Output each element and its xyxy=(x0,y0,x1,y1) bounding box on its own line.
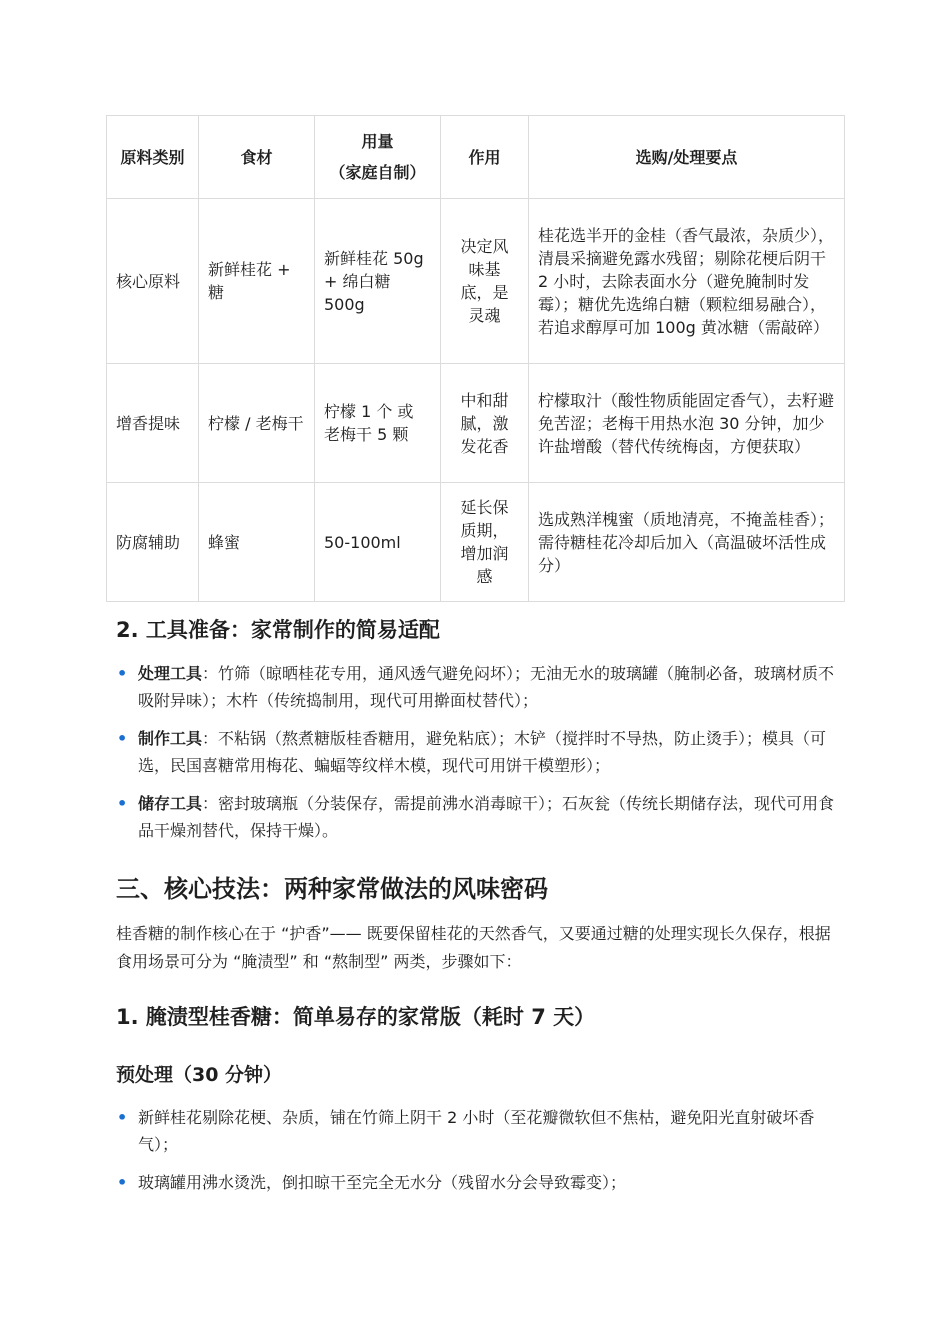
bullet-icon: • xyxy=(117,664,128,683)
header-amount-line1: 用量 xyxy=(361,132,394,151)
item-separator: ： xyxy=(202,729,219,748)
cell-role: 决定风味基底，是灵魂 xyxy=(441,199,529,364)
item-text: 玻璃罐用沸水烫洗，倒扣晾干至完全无水分（残留水分会导致霉变）； xyxy=(138,1173,627,1192)
list-item xyxy=(116,1104,840,1158)
cell-category: 核心原料 xyxy=(107,199,199,364)
method1-heading: 1. 腌渍型桂香糖：简单易存的家常版（耗时 7 天） xyxy=(116,1005,596,1029)
bullet-icon: • xyxy=(117,1108,128,1127)
item-label: 制作工具 xyxy=(138,729,203,748)
bullet-icon: • xyxy=(117,1173,128,1192)
item-label: 储存工具 xyxy=(138,794,203,813)
cell-tips: 选成熟洋槐蜜（质地清亮，不掩盖桂香）；需待糖桂花冷却后加入（高温破坏活性成分） xyxy=(529,483,845,602)
cell-amount: 50-100ml xyxy=(315,483,441,602)
ingredients-table xyxy=(106,115,845,602)
list-item xyxy=(116,1169,840,1196)
table-row xyxy=(107,364,845,483)
tools-heading: 2. 工具准备：家常制作的简易适配 xyxy=(116,618,440,642)
item-text: 不粘锅（熬煮糖版桂香糖用，避免粘底）；木铲（搅拌时不导热，防止烫手）；模具（可选，民国喜糖常用梅花、蝙蝠等纹样木模，现代可用饼干模塑形）； xyxy=(138,729,827,775)
technique-intro: 桂香糖的制作核心在于 “护香”—— 既要保留桂花的天然香气，又要通过糖的处理实现长久保存，根据食用场景可分为 “腌渍型” 和 “熬制型” 两类，步骤如下： xyxy=(116,924,831,971)
list-item xyxy=(116,790,840,844)
item-text: 密封玻璃瓶（分装保存，需提前沸水消毒晾干）；石灰瓮（传统长期储存法，现代可用食品干燥剂替代，保持干燥）。 xyxy=(138,794,835,840)
bullet-icon: • xyxy=(117,729,128,748)
header-amount xyxy=(315,116,441,199)
list-item xyxy=(116,660,840,714)
table-row xyxy=(107,199,845,364)
header-category: 原料类别 xyxy=(107,116,199,199)
item-text: 新鲜桂花剔除花梗、杂质，铺在竹筛上阴干 2 小时（至花瓣微软但不焦枯，避免阳光直射破坏香气）； xyxy=(138,1108,815,1154)
header-tips: 选购/处理要点 xyxy=(529,116,845,199)
header-role: 作用 xyxy=(441,116,529,199)
bullet-icon: • xyxy=(117,794,128,813)
cell-role: 中和甜腻，激发花香 xyxy=(441,364,529,483)
cell-category: 防腐辅助 xyxy=(107,483,199,602)
cell-amount: 柠檬 1 个 或 老梅干 5 颗 xyxy=(315,364,441,483)
cell-category: 增香提味 xyxy=(107,364,199,483)
item-label: 处理工具 xyxy=(138,664,203,683)
list-item xyxy=(116,725,840,779)
header-ingredient: 食材 xyxy=(199,116,315,199)
cell-ingredient: 柠檬 / 老梅干 xyxy=(199,364,315,483)
item-separator: ： xyxy=(202,794,219,813)
prep-heading: 预处理（30 分钟） xyxy=(116,1064,283,1086)
cell-ingredient: 蜂蜜 xyxy=(199,483,315,602)
cell-amount: 新鲜桂花 50g + 绵白糖 500g xyxy=(315,199,441,364)
item-separator: ： xyxy=(202,664,219,683)
table-header-row xyxy=(107,116,845,199)
tools-list xyxy=(116,660,840,855)
item-text: 竹筛（晾晒桂花专用，通风透气避免闷坏）；无油无水的玻璃罐（腌制必备，玻璃材质不吸附异味）；木杵（传统捣制用，现代可用擀面杖替代）； xyxy=(138,664,835,710)
header-amount-line2: （家庭自制） xyxy=(329,163,426,182)
table-row xyxy=(107,483,845,602)
cell-tips: 柠檬取汁（酸性物质能固定香气），去籽避免苦涩；老梅干用热水泡 30 分钟，加少许盐增酸（替代传统梅卤，方便获取） xyxy=(529,364,845,483)
cell-role: 延长保质期，增加润感 xyxy=(441,483,529,602)
technique-heading: 三、核心技法：两种家常做法的风味密码 xyxy=(116,875,548,903)
cell-tips: 桂花选半开的金桂（香气最浓，杂质少），清晨采摘避免露水残留；剔除花梗后阴干 2 小时，去除表面水分（避免腌制时发霉）；糖优先选绵白糖（颗粒细易融合），若追求醇厚可加 100g 黄冰糖（需敲碎） xyxy=(529,199,845,364)
prep-list xyxy=(116,1104,840,1207)
cell-ingredient: 新鲜桂花 + 糖 xyxy=(199,199,315,364)
